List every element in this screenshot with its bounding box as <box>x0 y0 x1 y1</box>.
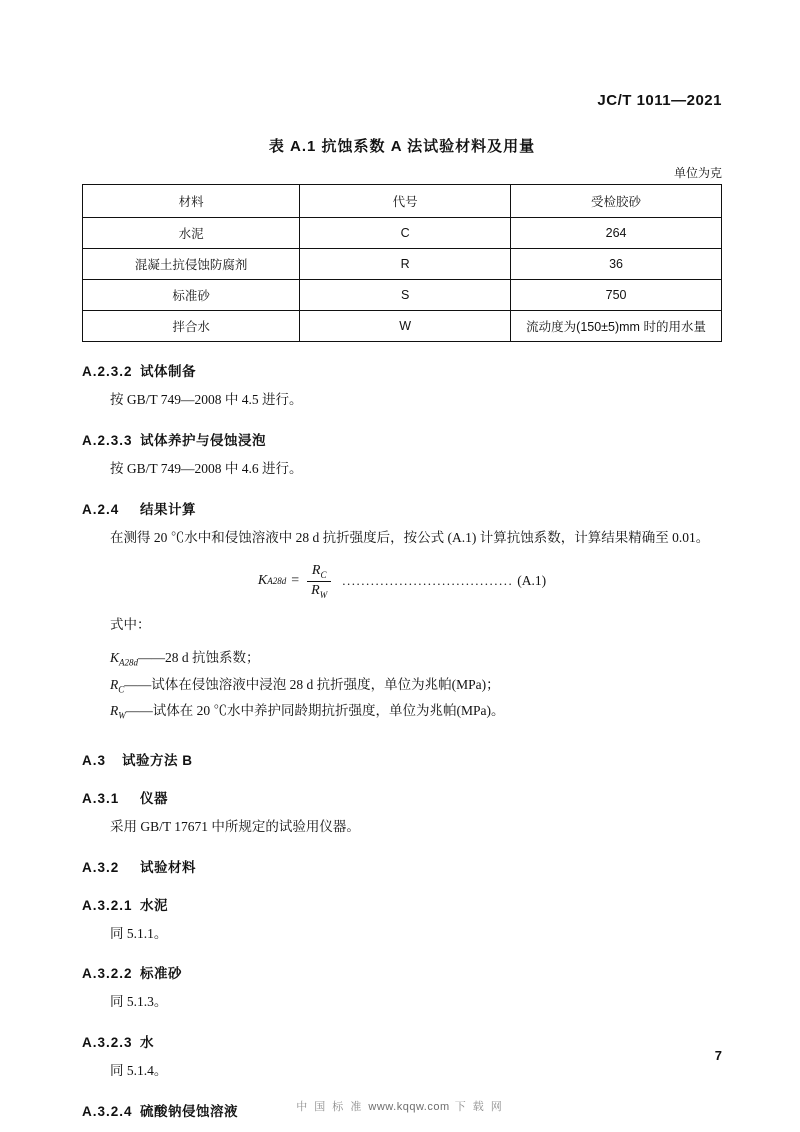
clause-title: 水 <box>140 1035 154 1051</box>
watermark-right-text: 下 载 网 <box>454 1101 504 1113</box>
table-row <box>83 311 722 342</box>
heading-a32 <box>82 856 722 876</box>
heading-a31 <box>82 787 722 807</box>
clause-number: A.2.3.3 <box>82 432 133 448</box>
heading-a322 <box>82 962 722 982</box>
column-header-sample-mortar: 受检胶砂 <box>511 185 722 218</box>
clause-title: 标准砂 <box>140 966 182 982</box>
numerator-symbol: R <box>311 562 321 578</box>
cell-material: 水泥 <box>83 218 300 249</box>
clause-title: 试体制备 <box>140 364 196 379</box>
formula-number: (A.1) <box>517 573 547 589</box>
clause-title: 试验材料 <box>140 859 196 875</box>
cell-code: R <box>300 249 511 280</box>
formula-lhs-symbol: K <box>257 573 268 589</box>
table-unit-note: 单位为克 <box>673 166 722 180</box>
table-header-row <box>83 185 722 218</box>
cell-material: 标准砂 <box>83 280 300 311</box>
cell-material: 拌合水 <box>83 311 300 342</box>
watermark <box>0 1098 800 1114</box>
paragraph-a233: 按 GB/T 749—2008 中 4.6 进行。 <box>110 460 303 476</box>
materials-table <box>82 184 722 342</box>
clause-number: A.3.2.3 <box>82 1035 133 1051</box>
paragraph-a24: 在测得 20 ℃水中和侵蚀溶液中 28 d 抗折强度后，按公式 (A.1) 计算抗蚀系数，计算结果精确至 0.01。 <box>110 529 710 545</box>
clause-title: 仪器 <box>140 790 168 806</box>
clause-number: A.3.2.4 <box>82 1104 133 1120</box>
formula-a1 <box>82 563 722 600</box>
cell-code: C <box>300 218 511 249</box>
clause-number: A.2.4 <box>82 501 120 517</box>
formula-lhs-subscript: A28d <box>267 576 287 587</box>
table-caption: 表 A.1 抗蚀系数 A 法试验材料及用量 <box>268 138 536 155</box>
formula-fraction <box>307 563 331 600</box>
clause-title: 结果计算 <box>140 501 196 517</box>
definition-item: $R_W——$试体在 20 ℃水中养护同龄期抗折强度，单位为兆帕(MPa)。 <box>110 703 505 721</box>
clause-title: 水泥 <box>140 897 168 913</box>
formula-leader-dots: .................................... <box>342 573 514 589</box>
clause-number: A.3.2 <box>82 859 120 875</box>
paragraph-a323: 同 5.1.4。 <box>110 1063 168 1079</box>
clause-number: A.3.2.1 <box>82 897 133 913</box>
standard-code-header: JC/T 1011—2021 <box>597 92 722 109</box>
clause-title: 试体养护与侵蚀浸泡 <box>140 432 266 448</box>
formula-denominator <box>307 581 331 600</box>
clause-number: A.2.3.2 <box>82 364 133 379</box>
cell-amount: 264 <box>511 218 722 249</box>
column-header-material: 材料 <box>83 185 300 218</box>
cell-amount: 36 <box>511 249 722 280</box>
clause-number: A.3 <box>82 752 107 768</box>
paragraph-a232: 按 GB/T 749—2008 中 4.5 进行。 <box>110 392 303 407</box>
clause-title: 试验方法 B <box>122 752 193 768</box>
heading-a321 <box>82 894 722 914</box>
heading-a3 <box>82 749 722 769</box>
cell-material: 混凝土抗侵蚀防腐剂 <box>83 249 300 280</box>
heading-a232 <box>82 360 722 380</box>
numerator-subscript: C <box>320 569 327 580</box>
page-number: 7 <box>714 1048 722 1063</box>
clause-number: A.3.1 <box>82 790 120 806</box>
cell-amount: 750 <box>511 280 722 311</box>
page-content <box>82 92 722 1130</box>
definition-item: $K_{A28d}——28$ d 抗蚀系数； <box>110 650 260 668</box>
definition-item: $R_C——$试体在侵蚀溶液中浸泡 28 d 抗折强度，单位为兆帕(MPa)； <box>110 676 500 695</box>
clause-number: A.3.2.2 <box>82 966 133 982</box>
watermark-site: www.kqqw.com <box>368 1101 450 1113</box>
formula-numerator <box>308 563 331 581</box>
table-row <box>83 249 722 280</box>
where-label: 式中： <box>110 617 151 633</box>
heading-a233 <box>82 429 722 449</box>
table-row <box>83 218 722 249</box>
paragraph-a322: 同 5.1.3。 <box>110 994 168 1010</box>
paragraph-a321: 同 5.1.1。 <box>110 925 168 941</box>
table-row <box>83 280 722 311</box>
cell-amount: 流动度为(150±5)mm 时的用水量 <box>511 311 722 342</box>
formula-equals: = <box>291 573 300 589</box>
paragraph-a31: 采用 GB/T 17671 中所规定的试验用仪器。 <box>110 818 360 834</box>
column-header-code: 代号 <box>300 185 511 218</box>
denominator-subscript: W <box>319 589 328 600</box>
heading-a24 <box>82 498 722 518</box>
cell-code: S <box>300 280 511 311</box>
heading-a323 <box>82 1031 722 1051</box>
denominator-symbol: R <box>311 582 320 598</box>
watermark-left-text: 中 国 标 准 <box>296 1101 364 1113</box>
cell-code: W <box>300 311 511 342</box>
symbol-definitions <box>82 646 722 724</box>
clause-title: 硫酸钠侵蚀溶液 <box>140 1104 238 1120</box>
